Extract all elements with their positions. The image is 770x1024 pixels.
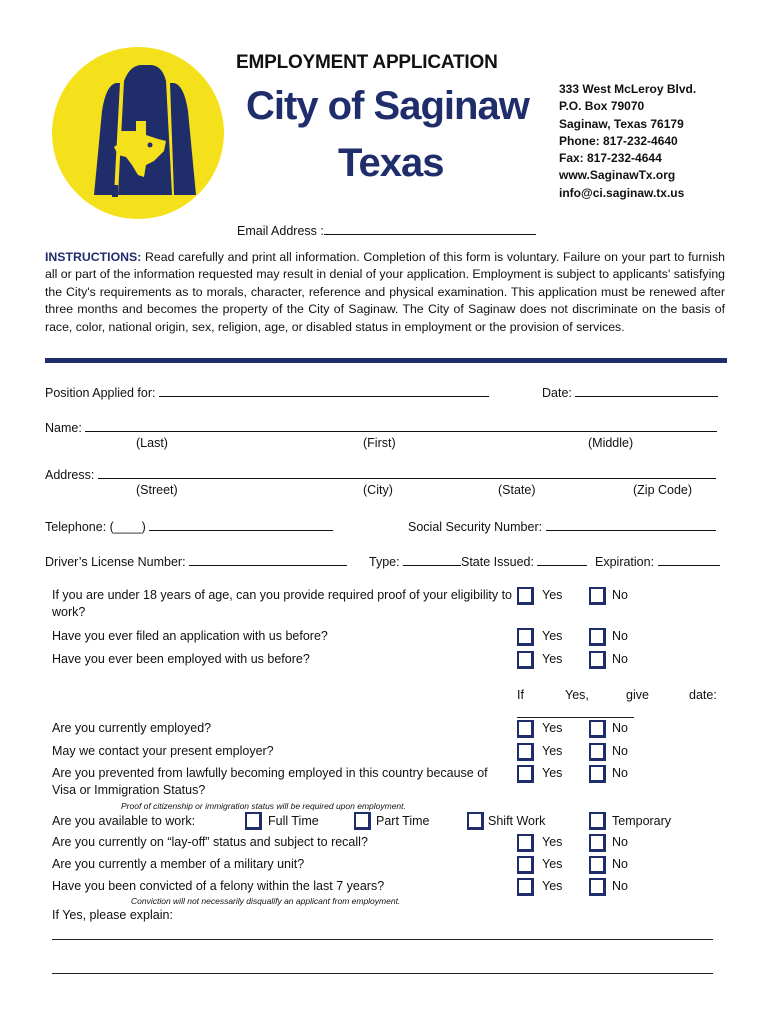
layoff-no-checkbox[interactable] [589, 834, 606, 852]
dl-expiration-field[interactable] [595, 553, 720, 570]
telephone-label: Telephone: (____) [45, 520, 146, 534]
dl-state-label: State Issued: [461, 555, 534, 569]
contact-address: 333 West McLeroy Blvd. [559, 82, 697, 96]
under18-yes-label: Yes [542, 588, 563, 602]
email-label: Email Address : [237, 224, 324, 238]
shift-work-checkbox[interactable] [467, 812, 484, 830]
contact-city: Saginaw, Texas 76179 [559, 116, 684, 131]
prevented-no-checkbox[interactable] [589, 765, 606, 783]
felony-yes-label: Yes [542, 879, 563, 893]
if-yes-word-if: If [517, 688, 524, 702]
if-yes-word-date: date: [689, 688, 717, 702]
question-layoff: Are you currently on “lay-off” status and subject to recall? [52, 835, 368, 849]
currently-employed-yes-label: Yes [542, 721, 563, 735]
address-street-caption: (Street) [136, 483, 178, 497]
name-label: Name: [45, 421, 82, 435]
contact-yes-label: Yes [542, 744, 563, 758]
layoff-yes-checkbox[interactable] [517, 834, 534, 852]
address-field[interactable] [45, 466, 716, 483]
under18-yes-checkbox[interactable] [517, 587, 534, 605]
question-under18: If you are under 18 years of age, can you provide required proof of your eligibility to work? [52, 588, 512, 619]
currently-employed-no-label: No [612, 721, 628, 735]
temporary-label: Temporary [612, 814, 672, 828]
currently-employed-no-checkbox[interactable] [589, 720, 606, 738]
prevented-yes-checkbox[interactable] [517, 765, 534, 783]
filed-yes-checkbox[interactable] [517, 628, 534, 646]
under18-no-checkbox[interactable] [589, 587, 606, 605]
question-prevented: Are you prevented from lawfully becoming employed in this country because of Visa or Immigration Status? [52, 766, 488, 797]
note-conviction: Conviction will not necessarily disqualify an applicant from employment. [131, 896, 401, 906]
question-currently-employed: Are you currently employed? [52, 721, 212, 735]
if-yes-word-give: give [626, 688, 649, 702]
explain-label: If Yes, please explain: [52, 908, 173, 922]
dl-type-field[interactable] [369, 553, 461, 570]
city-name: City of Saginaw [246, 84, 529, 128]
section-divider [45, 358, 727, 363]
dl-state-field[interactable] [461, 553, 587, 570]
contact-pobox: P.O. Box 79070 [559, 99, 645, 114]
military-yes-checkbox[interactable] [517, 856, 534, 874]
under18-no-label: No [612, 588, 628, 602]
question-employed-before: Have you ever been employed with us before? [52, 652, 310, 666]
employed-before-no-label: No [612, 652, 628, 666]
employed-before-no-checkbox[interactable] [589, 651, 606, 669]
if-yes-word-yes: Yes, [565, 688, 589, 702]
felony-no-label: No [612, 879, 628, 893]
dl-number-label: Driver’s License Number: [45, 555, 186, 569]
name-last-caption: (Last) [136, 436, 168, 450]
layoff-no-label: No [612, 835, 628, 849]
prevented-no-label: No [612, 766, 628, 780]
instructions-body: Read carefully and print all information. Completion of this form is voluntary. Failure on your part to furnish all or part of the information requested may result in denial of your application. Employment is subject to applicants' satisfying the City's requirements as to morals, character, reference and physical examination. This application must be renewed after three months and becomes the property of the City of Saginaw. The City of Saginaw does not discriminate on the basis of race, color, national origin, sex, religion, age, or disabled status in employment or the provision of services. [45, 250, 725, 334]
employed-before-yes-checkbox[interactable] [517, 651, 534, 669]
explain-line-2[interactable] [52, 973, 713, 974]
filed-yes-label: Yes [542, 629, 563, 643]
note-citizenship: Proof of citizenship or immigration status will be required upon employment. [121, 801, 406, 811]
question-felony: Have you been convicted of a felony within the last 7 years? [52, 879, 385, 893]
full-time-label: Full Time [268, 814, 319, 828]
position-field[interactable] [45, 384, 489, 401]
filed-no-label: No [612, 629, 628, 643]
part-time-label: Part Time [376, 814, 430, 828]
contact-phone: Phone: 817-232-4640 [559, 133, 678, 148]
dl-expiration-label: Expiration: [595, 555, 655, 569]
dl-number-field[interactable] [45, 553, 347, 570]
military-yes-label: Yes [542, 857, 563, 871]
question-contact-employer: May we contact your present employer? [52, 744, 274, 758]
employed-before-yes-label: Yes [542, 652, 563, 666]
temporary-checkbox[interactable] [589, 812, 606, 830]
contact-email: info@ci.saginaw.tx.us [559, 185, 685, 200]
question-filed-before: Have you ever filed an application with us before? [52, 629, 328, 643]
contact-fax: Fax: 817-232-4644 [559, 151, 662, 166]
prevented-yes-label: Yes [542, 766, 563, 780]
filed-no-checkbox[interactable] [589, 628, 606, 646]
felony-yes-checkbox[interactable] [517, 878, 534, 896]
address-zip-caption: (Zip Code) [633, 483, 693, 497]
contact-no-label: No [612, 744, 628, 758]
date-field[interactable] [542, 384, 718, 401]
position-label: Position Applied for: [45, 386, 156, 400]
contact-website: www.SaginawTx.org [559, 168, 676, 183]
dl-type-label: Type: [369, 555, 400, 569]
question-available: Are you available to work: [52, 814, 196, 828]
military-no-checkbox[interactable] [589, 856, 606, 874]
layoff-yes-label: Yes [542, 835, 563, 849]
currently-employed-yes-checkbox[interactable] [517, 720, 534, 738]
telephone-field[interactable] [45, 518, 333, 535]
name-first-caption: (First) [363, 436, 396, 450]
address-state-caption: (State) [498, 483, 536, 497]
address-city-caption: (City) [363, 483, 393, 497]
previous-employment-date-line[interactable] [517, 717, 634, 718]
contact-block [559, 81, 696, 202]
instructions [45, 249, 725, 336]
email-field[interactable] [237, 222, 536, 239]
instructions-heading: INSTRUCTIONS: [45, 250, 142, 264]
city-seal-logo [50, 45, 226, 221]
question-military: Are you currently a member of a military unit? [52, 857, 305, 871]
address-label: Address: [45, 468, 95, 482]
full-time-checkbox[interactable] [245, 812, 262, 830]
ssn-field[interactable] [408, 518, 716, 535]
name-field[interactable] [45, 419, 717, 436]
form-title: EMPLOYMENT APPLICATION [236, 52, 498, 73]
military-no-label: No [612, 857, 628, 871]
shift-work-label: Shift Work [488, 814, 546, 828]
name-middle-caption: (Middle) [588, 436, 634, 450]
state-name: Texas [338, 141, 444, 185]
felony-no-checkbox[interactable] [589, 878, 606, 896]
date-label: Date: [542, 386, 572, 400]
part-time-checkbox[interactable] [354, 812, 371, 830]
explain-line-1[interactable] [52, 939, 713, 940]
contact-yes-checkbox[interactable] [517, 743, 534, 761]
contact-no-checkbox[interactable] [589, 743, 606, 761]
ssn-label: Social Security Number: [408, 520, 543, 534]
